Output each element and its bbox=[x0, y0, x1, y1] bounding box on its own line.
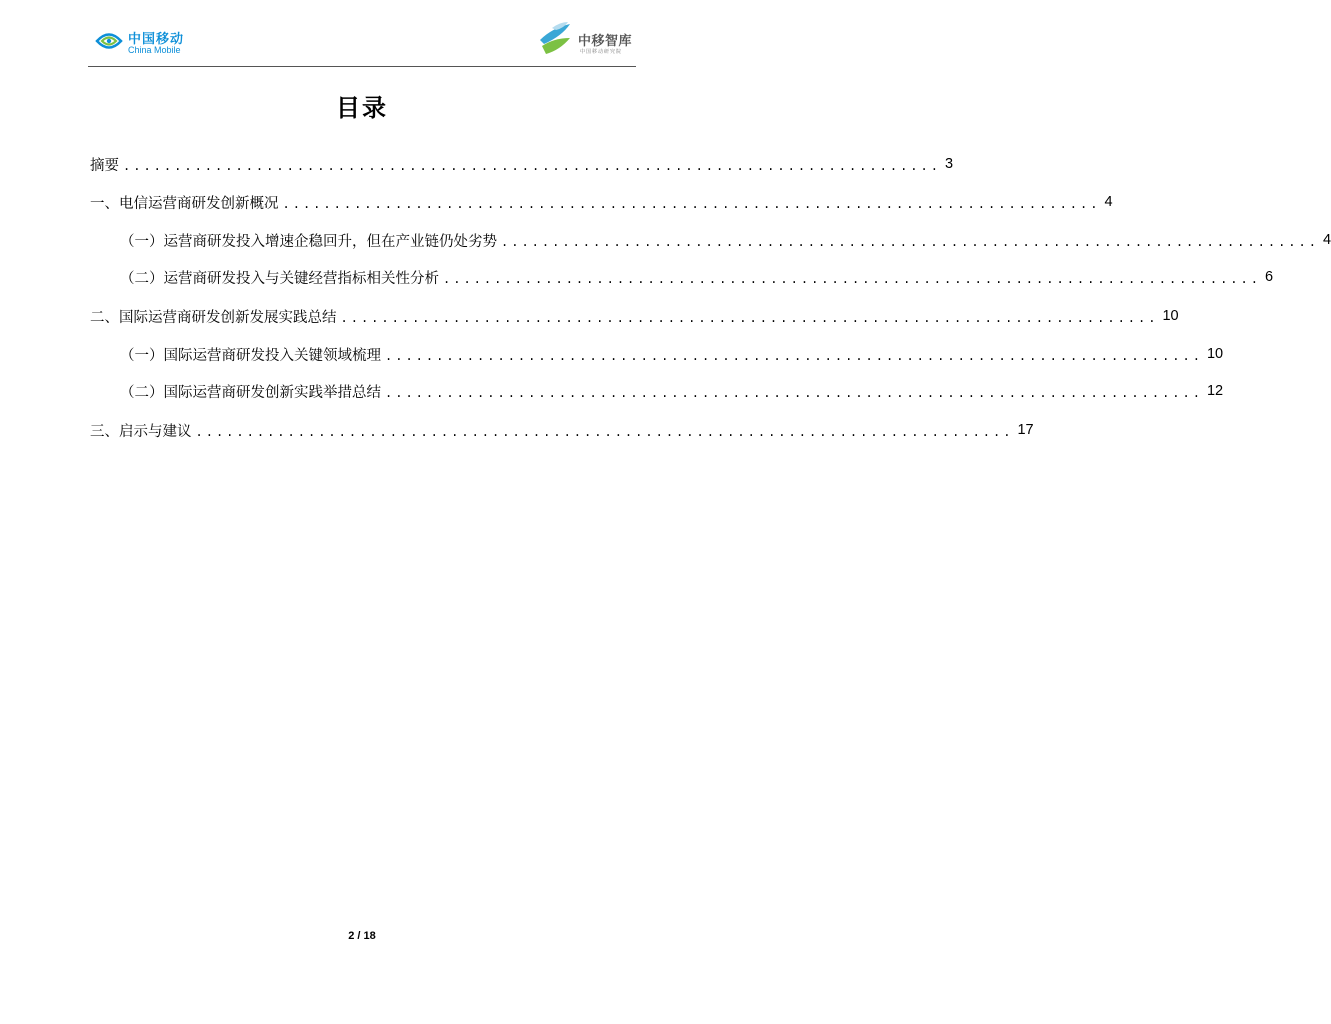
page-header bbox=[0, 0, 724, 70]
toc-entry[interactable] bbox=[120, 265, 1274, 289]
toc-page-number: 6 bbox=[1264, 269, 1274, 285]
toc-entry[interactable] bbox=[90, 190, 1113, 214]
toc-leader-dots: ................................................................................ bbox=[340, 311, 1159, 325]
toc-entry-label: 一、电信运营商研发创新概况 bbox=[90, 195, 279, 212]
china-mobile-logo-icon bbox=[94, 26, 124, 56]
page-title: 目录 bbox=[336, 94, 388, 122]
toc-entry-label: 三、启示与建议 bbox=[90, 423, 192, 440]
toc-leader-dots: ................................................................................ bbox=[123, 159, 941, 173]
china-mobile-cn-name: 中国移动 bbox=[128, 32, 185, 47]
header-divider bbox=[88, 66, 636, 67]
toc-entry[interactable] bbox=[90, 152, 954, 176]
toc-leader-dots: ................................................................................ bbox=[195, 425, 1014, 439]
toc-entry[interactable] bbox=[120, 379, 1224, 403]
toc-entry[interactable] bbox=[120, 228, 1331, 252]
china-mobile-en-name: China Mobile bbox=[128, 45, 181, 55]
toc-page-number: 4 bbox=[1104, 194, 1113, 210]
toc-leader-dots: ................................................................................ bbox=[282, 197, 1101, 211]
zhongyi-think-tank-subtitle: 中国移动研究院 bbox=[580, 49, 623, 55]
toc-page-number: 4 bbox=[1322, 232, 1331, 248]
toc-entry-label: （二）运营商研发投入与关键经营指标相关性分析 bbox=[120, 270, 439, 287]
toc-leader-dots: ................................................................................ bbox=[501, 235, 1319, 249]
toc-entry-label: 二、国际运营商研发创新发展实践总结 bbox=[90, 309, 337, 326]
zhongyi-think-tank-logo bbox=[534, 18, 644, 62]
toc-leader-dots: ................................................................................ bbox=[385, 349, 1203, 363]
toc-page-number: 10 bbox=[1162, 308, 1179, 324]
toc-page-number: 17 bbox=[1017, 422, 1034, 438]
toc-entry[interactable] bbox=[120, 342, 1224, 366]
toc-entry-label: （一）国际运营商研发投入关键领域梳理 bbox=[120, 347, 381, 364]
china-mobile-logo bbox=[94, 24, 214, 60]
toc-page-number: 12 bbox=[1206, 383, 1224, 399]
toc-entry[interactable] bbox=[90, 418, 1034, 442]
toc-leader-dots: ................................................................................ bbox=[443, 272, 1261, 286]
page-number-footer: 2 / 18 bbox=[348, 930, 376, 942]
zhongyi-think-tank-logo-icon bbox=[534, 18, 576, 60]
toc-page-number: 3 bbox=[944, 156, 954, 172]
zhongyi-think-tank-name: 中移智库 bbox=[578, 34, 633, 49]
toc-leader-dots: ................................................................................ bbox=[385, 386, 1203, 400]
toc-entry-label: 摘要 bbox=[90, 157, 119, 174]
toc-page-number: 10 bbox=[1206, 346, 1224, 362]
toc-entry-label: （二）国际运营商研发创新实践举措总结 bbox=[120, 384, 381, 401]
toc-entry-label: （一）运营商研发投入增速企稳回升，但在产业链仍处劣势 bbox=[120, 233, 497, 250]
toc-entry[interactable] bbox=[90, 304, 1179, 328]
